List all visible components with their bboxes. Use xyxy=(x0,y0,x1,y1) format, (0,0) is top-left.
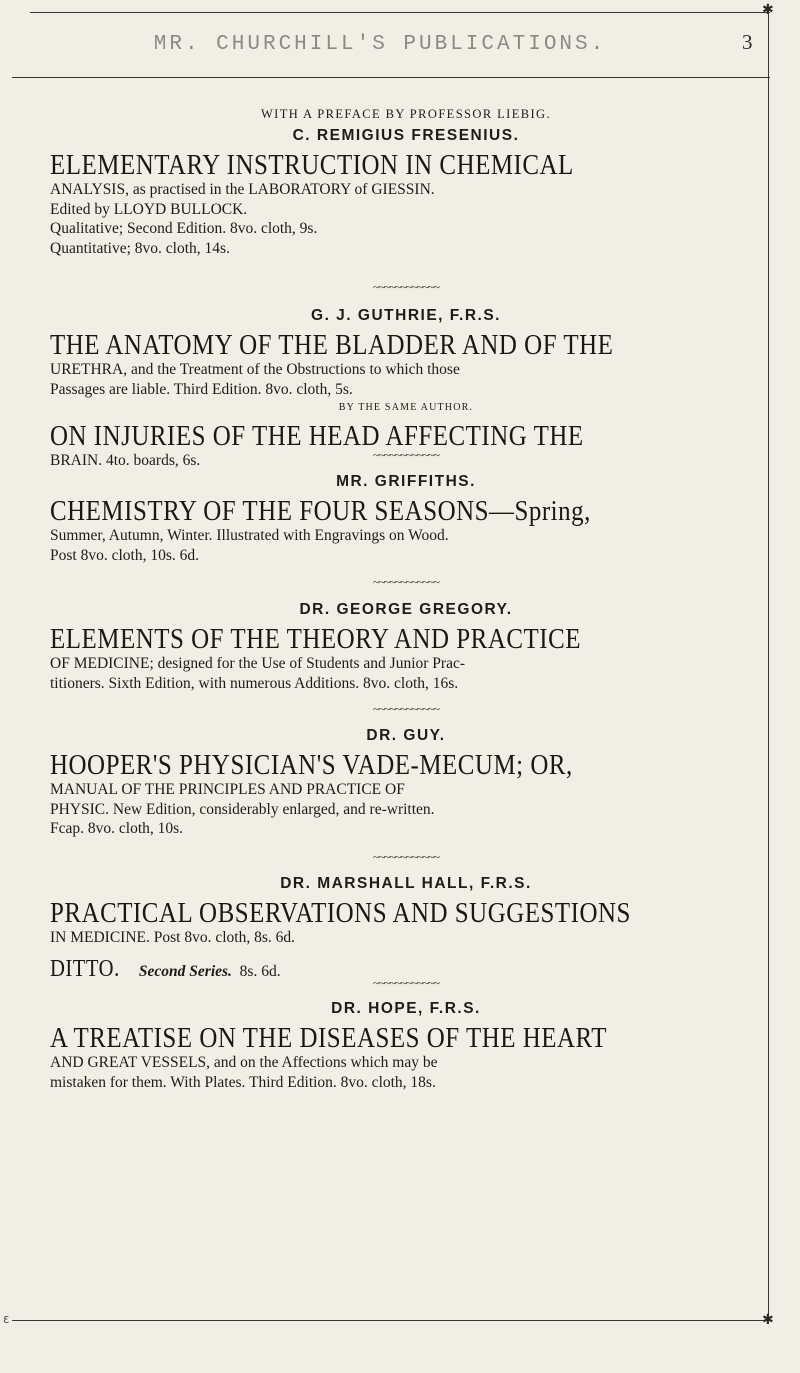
book-description: AND GREAT VESSELS, and on the Affections which may be xyxy=(50,1054,438,1071)
same-author-note: BY THE SAME AUTHOR. xyxy=(338,402,474,413)
book-title: ELEMENTS OF THE THEORY AND PRACTICE xyxy=(50,623,581,655)
corner-star-icon: ✱ xyxy=(762,2,774,18)
ornament-divider: ~~~~~~~~~~~~ xyxy=(373,280,439,294)
ornament-divider: ~~~~~~~~~~~~ xyxy=(373,448,439,462)
book-description: Summer, Autumn, Winter. Illustrated with Engravings on Wood. xyxy=(50,527,449,544)
book-description: Edited by LLOYD BULLOCK. xyxy=(50,200,248,218)
book-description: MANUAL OF THE PRINCIPLES AND PRACTICE OF xyxy=(50,781,405,798)
corner-mark-icon: ε xyxy=(3,1312,10,1326)
book-description: mistaken for them. With Plates. Third Edition. 8vo. cloth, 18s. xyxy=(50,1073,436,1091)
book-description: Passages are liable. Third Edition. 8vo. cloth, 5s. xyxy=(50,380,353,398)
book-title: HOOPER'S PHYSICIAN'S VADE-MECUM; OR, xyxy=(50,749,573,781)
top-rule xyxy=(30,12,770,13)
book-description: Post 8vo. cloth, 10s. 6d. xyxy=(50,546,199,564)
book-edition: Qualitative; Second Edition. 8vo. cloth, 9s. xyxy=(50,220,318,237)
ornament-divider: ~~~~~~~~~~~~ xyxy=(373,575,439,589)
author-name: C. REMIGIUS FRESENIUS. xyxy=(292,127,520,144)
bottom-rule xyxy=(12,1320,770,1321)
book-description: Fcap. 8vo. cloth, 10s. xyxy=(50,820,184,837)
header-rule xyxy=(12,77,770,78)
book-description: OF MEDICINE; designed for the Use of Students and Junior Prac- xyxy=(50,655,465,672)
book-description: IN MEDICINE. Post 8vo. cloth, 8s. 6d. xyxy=(50,929,295,946)
book-title: PRACTICAL OBSERVATIONS AND SUGGESTIONS xyxy=(50,897,631,929)
entry-griffiths xyxy=(50,472,762,565)
corner-star-icon: ✱ xyxy=(762,1312,774,1328)
entry-fresenius xyxy=(50,106,762,258)
author-name: DR. HOPE, F.R.S. xyxy=(331,1000,481,1017)
book-edition: Quantitative; 8vo. cloth, 14s. xyxy=(50,239,230,257)
entry-marshall-hall xyxy=(50,874,762,984)
author-name: DR. GUY. xyxy=(366,727,446,744)
entry-gregory xyxy=(50,600,762,693)
running-head: MR. CHURCHILL'S PUBLICATIONS. xyxy=(153,33,607,56)
preface-line: WITH A PREFACE BY PROFESSOR LIEBIG. xyxy=(260,107,551,121)
right-border xyxy=(768,12,769,1322)
book-description: BRAIN. 4to. boards, 6s. xyxy=(50,452,201,469)
ditto-series: Second Series. xyxy=(138,962,232,980)
ditto-label: DITTO. xyxy=(50,955,120,982)
ornament-divider: ~~~~~~~~~~~~ xyxy=(373,850,439,864)
ornament-divider: ~~~~~~~~~~~~ xyxy=(373,702,439,716)
book-title: A TREATISE ON THE DISEASES OF THE HEART xyxy=(50,1022,607,1054)
book-title: CHEMISTRY OF THE FOUR SEASONS—Spring, xyxy=(50,495,591,527)
book-description: URETHRA, and the Treatment of the Obstructions to which those xyxy=(50,361,460,378)
page-number: 3 xyxy=(742,30,753,54)
entry-guy xyxy=(50,726,762,839)
book-title: ON INJURIES OF THE HEAD AFFECTING THE xyxy=(50,420,584,452)
ornament-divider: ~~~~~~~~~~~~ xyxy=(373,976,439,990)
ditto-price: 8s. 6d. xyxy=(239,962,281,980)
book-description: ANALYSIS, as practised in the LABORATORY of GIESSIN. xyxy=(50,181,435,198)
book-title: ELEMENTARY INSTRUCTION IN CHEMICAL xyxy=(50,149,574,181)
author-name: DR. GEORGE GREGORY. xyxy=(299,601,513,618)
author-name: DR. MARSHALL HALL, F.R.S. xyxy=(280,875,532,892)
author-name: G. J. GUTHRIE, F.R.S. xyxy=(311,307,501,324)
author-name: MR. GRIFFITHS. xyxy=(336,473,476,490)
book-title: THE ANATOMY OF THE BLADDER AND OF THE xyxy=(50,329,614,361)
book-description: titioners. Sixth Edition, with numerous Additions. 8vo. cloth, 16s. xyxy=(50,674,459,692)
book-description: PHYSIC. New Edition, considerably enlarged, and re-written. xyxy=(50,800,435,818)
entry-hope xyxy=(50,999,762,1092)
